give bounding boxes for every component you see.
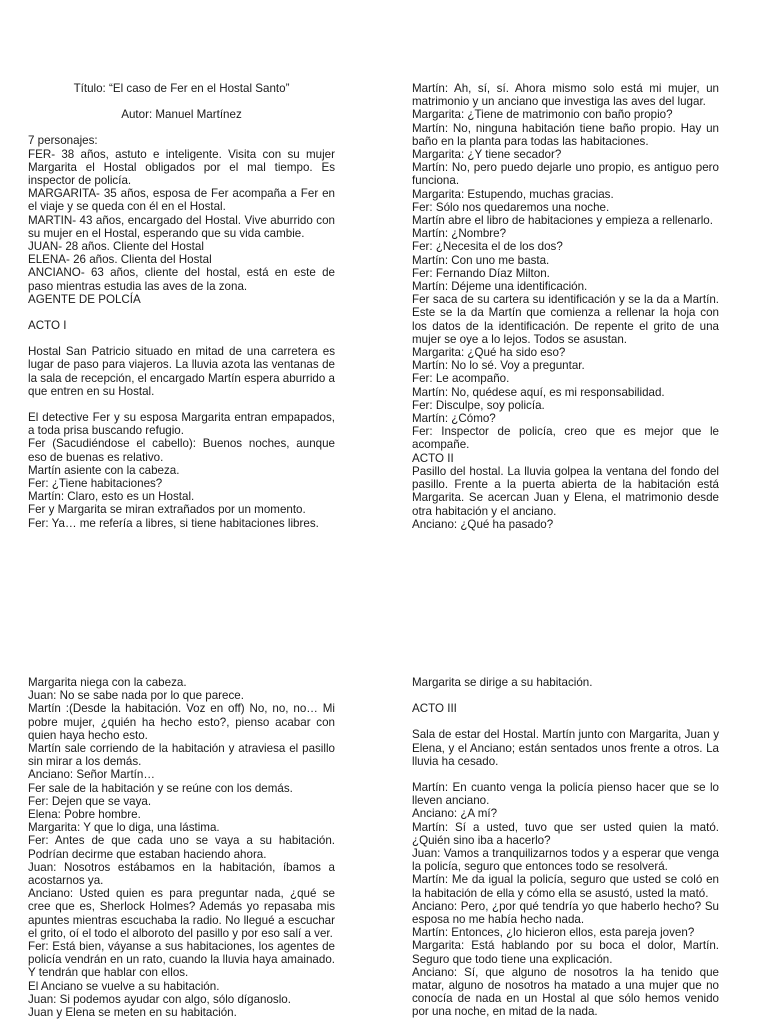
- dialogue-line: Anciano: Señor Martín…: [28, 768, 155, 782]
- dialogue-line: Margarita niega con la cabeza.: [28, 676, 187, 689]
- dialogue-line: Fer: Antes de que cada uno se vaya a su habitación. Podrían decirme que estaban haciendo ahora.: [28, 834, 335, 861]
- character-entry: ANCIANO- 63 años, cliente del hostal, está en este de paso mientras estudia las aves de la zona.: [28, 266, 335, 293]
- characters-heading: 7 personajes:: [28, 134, 98, 148]
- dialogue-line: Martín: Sí a usted, tuvo que ser usted quien la mató. ¿Quién sino iba a hacerlo?: [412, 820, 719, 847]
- dialogue-line: Martín: Déjeme una identificación.: [412, 280, 588, 294]
- dialogue-line: Fer: ¿Necesita el de los dos?: [412, 240, 563, 254]
- dialogue-line: Anciano: Sí, que alguno de nosotros la ha tenido que matar, alguno de nosotros ha matado a una mujer que no conocía de nada en un Hostal al que sólo hemos venido por una noche, en mitad de la nada.: [412, 965, 719, 1019]
- dialogue-line: Martín: No lo sé. Voy a preguntar.: [412, 359, 585, 373]
- dialogue-line: Fer y Margarita se miran extrañados por un momento.: [28, 503, 306, 517]
- dialogue-line: Fer: Está bien, váyanse a sus habitaciones, los agentes de policía vendrán en un rato, cuando la lluvia haya amainado. Y tendrán que hablar con ellos.: [28, 940, 335, 980]
- dialogue-line: Martín: No, pero puedo dejarle uno propio, es antiguo pero funciona.: [412, 161, 719, 188]
- character-entry: FER- 38 años, astuto e inteligente. Visita con su mujer Margarita el Hostal obligados por el mal tiempo. Es inspector de policía.: [28, 147, 335, 188]
- dialogue-line: Margarita: ¿Tiene de matrimonio con baño propio?: [412, 108, 673, 122]
- act-heading: ACTO III: [412, 702, 457, 716]
- dialogue-line: Juan y Elena se meten en su habitación.: [28, 1006, 237, 1020]
- dialogue-line: Martín: Me da igual la policía, seguro que usted se coló en la habitación de ella y cómo ella se asustó, usted la mató.: [412, 873, 719, 900]
- dialogue-line: Fer (Sacudiéndose el cabello): Buenos noches, aunque eso de buenas es relativo.: [28, 437, 335, 464]
- dialogue-line: Fer saca de su cartera su identificación y se la da a Martín. Este se la da Martín que comienza a rellenar la hoja con los datos de la identificación. De repente el grito de una mujer se oye a lo lejos. Todos se asustan.: [412, 293, 719, 346]
- scene-setting: Hostal San Patricio situado en mitad de una carretera es lugar de paso para viajeros. La lluvia azota las ventanas de la sala de recepción, el encargado Martín espera aburrido a que entren en su Hostal.: [28, 345, 335, 398]
- play-author: Autor: Manuel Martínez: [121, 108, 242, 122]
- character-entry: MARTIN- 43 años, encargado del Hostal. Vive aburrido con su mujer en el Hostal, esperando que su vida cambie.: [28, 213, 335, 240]
- dialogue-line: Juan: No se sabe nada por lo que parece.: [28, 689, 244, 703]
- character-entry: ELENA- 26 años. Clienta del Hostal: [28, 253, 212, 267]
- character-entry: MARGARITA- 35 años, esposa de Fer acompaña a Fer en el viaje y se queda con él en el Hostal.: [28, 187, 335, 214]
- dialogue-line: Martín: Claro, esto es un Hostal.: [28, 490, 195, 504]
- dialogue-line: Margarita: Estupendo, muchas gracias.: [412, 187, 614, 201]
- dialogue-line: Martín: En cuanto venga la policía pienso hacer que se lo lleven anciano.: [412, 781, 719, 808]
- dialogue-line: Martín: No, ninguna habitación tiene baño propio. Hay un baño en la planta para todas las habitaciones.: [412, 121, 719, 148]
- dialogue-line: Anciano: ¿A mí?: [412, 807, 498, 821]
- dialogue-line: Margarita se dirige a su habitación.: [412, 676, 593, 689]
- character-entry: AGENTE DE POLCÍA: [28, 292, 141, 306]
- dialogue-line: Martín: No, quédese aquí, es mi responsabilidad.: [412, 385, 665, 399]
- dialogue-line: Fer: Inspector de policía, creo que es mejor que le acompañe.: [412, 425, 719, 452]
- dialogue-line: Fer: Sólo nos quedaremos una noche.: [412, 200, 610, 214]
- dialogue-line: El Anciano se vuelve a su habitación.: [28, 979, 220, 993]
- dialogue-line: Fer: Ya… me refería a libres, si tiene habitaciones libres.: [28, 516, 319, 530]
- dialogue-line: Margarita: ¿Qué ha sido eso?: [412, 346, 566, 360]
- dialogue-line: Fer: ¿Tiene habitaciones?: [28, 477, 163, 491]
- page-4-column: [412, 676, 719, 1019]
- play-title: Título: “El caso de Fer en el Hostal Santo”: [73, 82, 290, 95]
- dialogue-line: Martín asiente con la cabeza.: [28, 463, 180, 477]
- act-heading: ACTO II: [412, 451, 454, 465]
- dialogue-line: Anciano: ¿Qué ha pasado?: [412, 517, 554, 531]
- act-heading: ACTO I: [28, 319, 67, 333]
- character-entry: JUAN- 28 años. Cliente del Hostal: [28, 240, 204, 254]
- scene-setting: Pasillo del hostal. La lluvia golpea la ventana del fondo del pasillo. Frente a la puerta abierta de la habitación está Margarita. Se acercan Juan y Elena, el matrimonio desde otra habitación y el anciano.: [412, 464, 719, 518]
- dialogue-line: Margarita: ¿Y tiene secador?: [412, 148, 562, 162]
- dialogue-line: Juan: Nosotros estábamos en la habitación, íbamos a acostarnos ya.: [28, 860, 335, 888]
- dialogue-line: Martín: ¿Cómo?: [412, 412, 496, 426]
- dialogue-line: Martín sale corriendo de la habitación y atraviesa el pasillo sin mirar a los demás.: [28, 742, 335, 769]
- dialogue-line: Martín: Entonces, ¿lo hicieron ellos, esta pareja joven?: [412, 926, 695, 940]
- dialogue-line: Fer: Disculpe, soy policía.: [412, 398, 545, 412]
- dialogue-line: Fer: Le acompaño.: [412, 372, 510, 386]
- dialogue-line: Fer: Fernando Díaz Milton.: [412, 266, 550, 280]
- dialogue-line: Juan: Si podemos ayudar con algo, sólo díganoslo.: [28, 992, 291, 1006]
- dialogue-line: Margarita: Y que lo diga, una lástima.: [28, 821, 220, 835]
- dialogue-line: Fer sale de la habitación y se reúne con los demás.: [28, 781, 293, 795]
- dialogue-line: El detective Fer y su esposa Margarita entran empapados, a toda prisa buscando refugio.: [28, 411, 335, 438]
- dialogue-line: Martín: Ah, sí, sí. Ahora mismo solo está mi mujer, un matrimonio y un anciano que investiga las aves del lugar.: [412, 82, 719, 109]
- dialogue-line: Margarita: Está hablando por su boca el dolor, Martín. Seguro que todo tiene una explicación.: [412, 939, 719, 966]
- dialogue-line: Martín :(Desde la habitación. Voz en off) No, no, no… Mi pobre mujer, ¿quién ha hecho esto?, pienso acabar con quien haya hecho esto.: [28, 702, 335, 742]
- page-2-column: [412, 82, 719, 531]
- dialogue-line: Fer: Dejen que se vaya.: [28, 794, 152, 808]
- dialogue-line: Martín abre el libro de habitaciones y empieza a rellenarlo.: [412, 214, 713, 228]
- page-3-column: [28, 676, 335, 1019]
- dialogue-line: Anciano: Pero, ¿por qué tendría yo que haberlo hecho? Su esposa no me había hecho nada.: [412, 899, 719, 927]
- dialogue-line: Martín: Con uno me basta.: [412, 253, 550, 267]
- scene-setting: Sala de estar del Hostal. Martín junto con Margarita, Juan y Elena, y el Anciano; están sentados unos frente a otros. La lluvia ha cesado.: [412, 728, 719, 768]
- page-1-column: [28, 82, 335, 530]
- dialogue-line: Juan: Vamos a tranquilizarnos todos y a esperar que venga la policía, seguro que entonces todo se resolverá.: [412, 847, 719, 874]
- dialogue-line: Elena: Pobre hombre.: [28, 808, 141, 822]
- dialogue-line: Martín: ¿Nombre?: [412, 227, 507, 241]
- dialogue-line: Anciano: Usted quien es para preguntar nada, ¿qué se cree que es, Sherlock Holmes? Además yo repasaba mis apuntes mientras escuchaba la radio. No llegué a escuchar el grito, oí el todo el alboroto del pasillo y por eso salí a ver.: [28, 887, 335, 940]
